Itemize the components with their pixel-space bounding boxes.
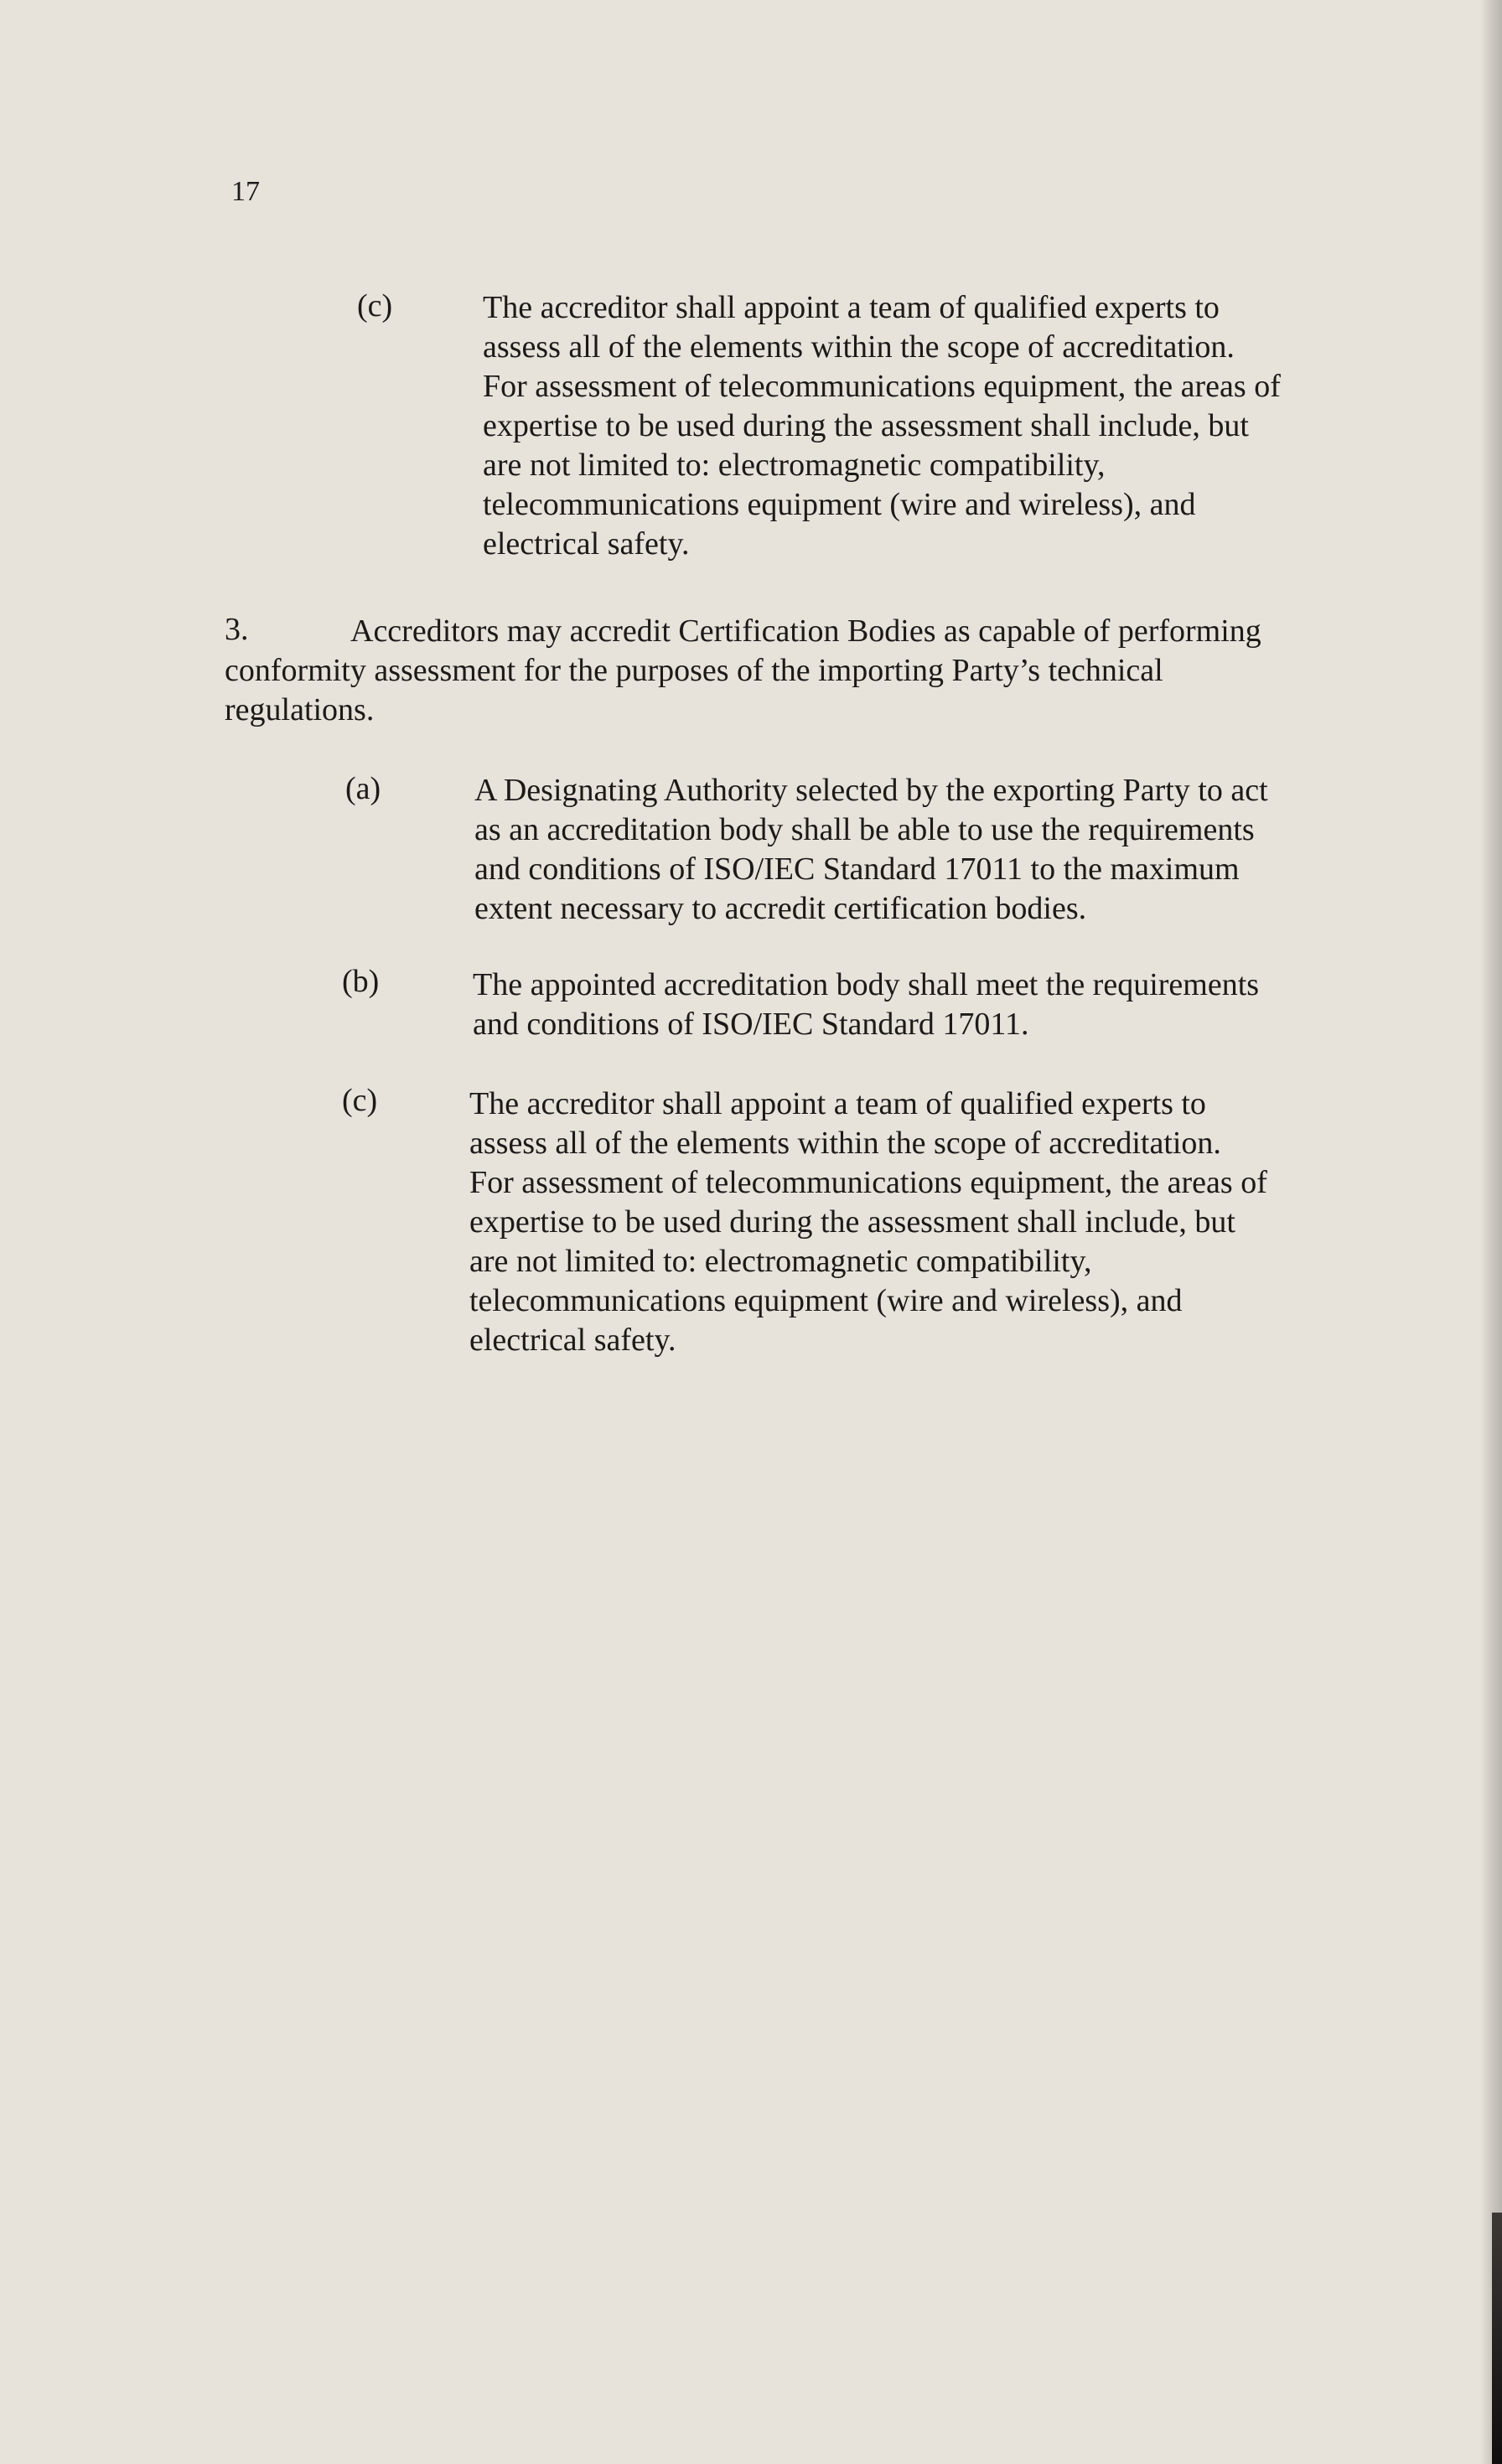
page-bottom-edge (1492, 2213, 1502, 2464)
item-c-label: (c) (342, 1083, 378, 1118)
text-line: The accreditor shall appoint a team of qualified experts to (469, 1086, 1206, 1121)
item-a-text (474, 771, 1268, 929)
text-line: are not limited to: electromagnetic compatibility, (483, 448, 1106, 483)
section-3-number: 3. (225, 612, 249, 647)
text-line: are not limited to: electromagnetic compatibility, (469, 1244, 1092, 1279)
text-line: electrical safety. (469, 1323, 676, 1358)
text-line: expertise to be used during the assessment shall include, but (483, 408, 1249, 443)
page-number: 17 (231, 176, 260, 207)
text-line: assess all of the elements within the scope of accreditation. (469, 1126, 1221, 1161)
text-line: For assessment of telecommunications equipment, the areas of (483, 369, 1281, 404)
section-3-paragraph-cont (225, 651, 1163, 730)
text-line: telecommunications equipment (wire and wireless), and (469, 1283, 1183, 1318)
text-line: Accreditors may accredit Certification Bodies as capable of performing (350, 613, 1261, 649)
text-line: electrical safety. (483, 526, 690, 562)
text-line: telecommunications equipment (wire and wireless), and (483, 487, 1196, 522)
text-line: and conditions of ISO/IEC Standard 17011 to the maximum (474, 852, 1240, 887)
page-right-shadow (1480, 0, 1502, 2464)
text-line: conformity assessment for the purposes of the importing Party’s technical (225, 653, 1163, 688)
item-b-text (473, 965, 1259, 1044)
text-line: extent necessary to accredit certification bodies. (474, 891, 1087, 926)
text-line: and conditions of ISO/IEC Standard 17011. (473, 1007, 1029, 1042)
section-3-paragraph (225, 612, 1261, 651)
item-b-label: (b) (342, 964, 380, 999)
item-c-text (469, 1084, 1267, 1360)
text-line: For assessment of telecommunications equipment, the areas of (469, 1165, 1267, 1200)
text-line: expertise to be used during the assessment shall include, but (469, 1204, 1235, 1240)
text-line: The appointed accreditation body shall meet the requirements (473, 967, 1260, 1002)
text-line: regulations. (225, 692, 375, 727)
text-line: The accreditor shall appoint a team of qualified experts to (483, 290, 1220, 325)
first-item-label: (c) (357, 288, 393, 324)
first-item-text (483, 288, 1281, 564)
item-a-label: (a) (345, 771, 381, 806)
text-line: A Designating Authority selected by the exporting Party to act (474, 773, 1268, 808)
text-line: assess all of the elements within the scope of accreditation. (483, 329, 1235, 365)
text-line: as an accreditation body shall be able to use the requirements (474, 812, 1255, 847)
